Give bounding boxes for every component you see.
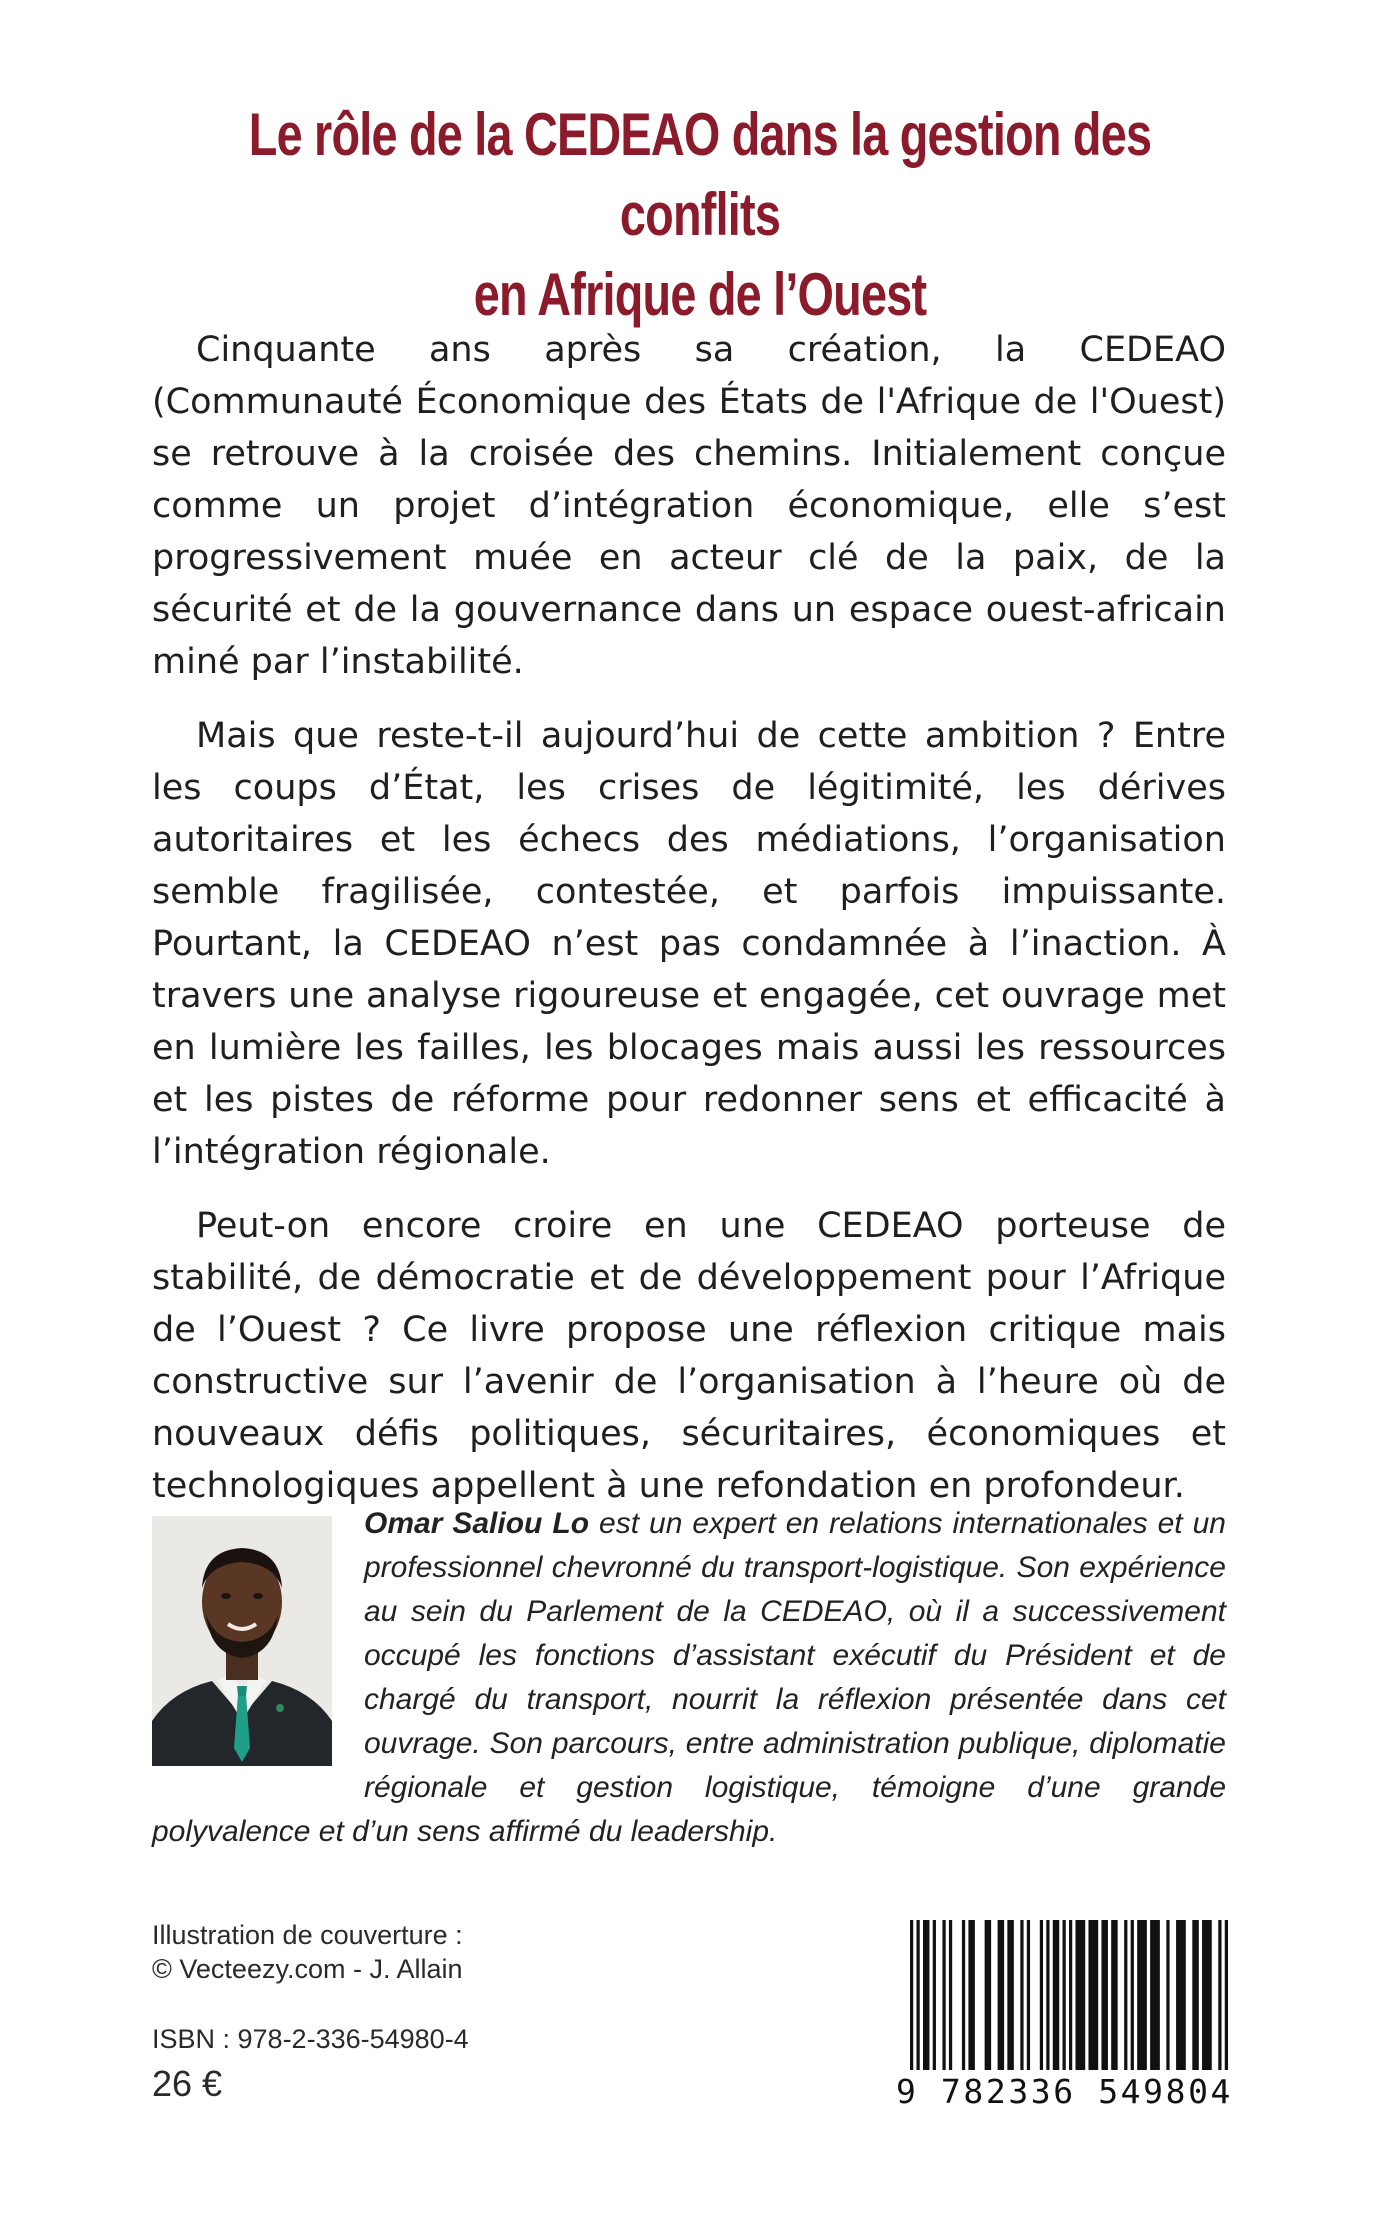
- barcode-bar: [916, 1920, 919, 2070]
- barcode-bar: [910, 1920, 913, 2070]
- barcode-bar: [1166, 1920, 1169, 2070]
- barcode-bar: [1046, 1920, 1049, 2070]
- barcode-bar: [1027, 1920, 1030, 2070]
- barcode-bar: [942, 1920, 945, 2070]
- barcode-bars: [896, 1920, 1232, 2070]
- price: 26 €: [152, 2063, 223, 2104]
- barcode-bar: [1218, 1920, 1221, 2070]
- book-title-line-1: Le rôle de la CEDEAO dans la gestion des conflits: [248, 101, 1152, 248]
- barcode-bar: [985, 1920, 991, 2070]
- barcode-bar: [968, 1920, 974, 2070]
- barcode-bar: [923, 1920, 929, 2070]
- barcode-bar: [1137, 1920, 1147, 2070]
- barcode-digits: 9 782336 549804: [896, 2072, 1234, 2111]
- book-title: [248, 95, 1153, 335]
- back-cover-summary: [152, 324, 1226, 1534]
- barcode-bar: [1020, 1920, 1023, 2070]
- author-portrait-icon: [152, 1516, 332, 1766]
- barcode-bar: [1225, 1920, 1228, 2070]
- barcode-bar: [1088, 1920, 1098, 2070]
- barcode-bar: [1131, 1920, 1134, 2070]
- barcode-bar: [1150, 1920, 1160, 2070]
- author-name: Omar Saliou Lo: [364, 1507, 590, 1540]
- barcode-bar: [1053, 1920, 1059, 2070]
- summary-paragraph-1: Cinquante ans après sa création, la CEDEAO (Communauté Économique des États de l'Afrique de l'Ouest) se retrouve à la croisée des chemins. Initialement conçue comme un projet d’intégration économique, elle s’est progressivement muée en acteur clé de la paix, de la sécurité et de la gouvernance dans un espace ouest-africain miné par l’instabilité.: [152, 330, 1226, 682]
- cover-credit-source: © Vecteezy.com - J. Allain: [152, 1954, 463, 1984]
- barcode-bar: [1040, 1920, 1043, 2070]
- barcode-bar: [1101, 1920, 1107, 2070]
- barcode-bar: [1007, 1920, 1013, 2070]
- summary-paragraph-3: Peut-on encore croire en une CEDEAO porteuse de stabilité, de démocratie et de développement pour l’Afrique de l’Ouest ? Ce livre propose une réflexion critique mais constructive sur l’avenir de l’organisation à l’heure où de nouveaux défis politiques, sécuritaires, économiques et technologiques appellent à une refondation en profondeur.: [152, 1206, 1226, 1506]
- barcode-bar: [933, 1920, 936, 2070]
- barcode-bar: [949, 1920, 952, 2070]
- barcode-bar: [1202, 1920, 1212, 2070]
- barcode-bar: [1176, 1920, 1186, 2070]
- book-title-line-2: en Afrique de l’Ouest: [473, 261, 927, 328]
- isbn: ISBN : 978-2-336-54980-4: [152, 2024, 469, 2054]
- barcode: [896, 1920, 1232, 2118]
- barcode-bar: [1075, 1920, 1085, 2070]
- summary-paragraph-2: Mais que reste-t-il aujourd’hui de cette ambition ? Entre les coups d’État, les crises de légitimité, les dérives autoritaires et les échecs des médiations, l’organisation semble fragilisée, contestée, et parfois impuissante. Pourtant, la CEDEAO n’est pas condamnée à l’inaction. À travers une analyse rigoureuse et engagée, cet ouvrage met en lumière les failles, les blocages mais aussi les ressources et les pistes de réforme pour redonner sens et efficacité à l’intégration régionale.: [152, 716, 1226, 1172]
- author-bio-text: est un expert en relations internationales et un professionnel chevronné du transport-logistique. Son expérience au sein du Parlement de la CEDEAO, où il a successivement occupé les fonctions d’assistant exécutif du Président et de chargé du transport, nourrit la réflexion présentée dans cet ouvrage. Son parcours, entre administration publique, diplomatie régionale et gestion logistique, témoigne d’une grande polyvalence et d’un sens affirmé du leadership.: [152, 1507, 1226, 1848]
- barcode-bar: [1069, 1920, 1072, 2070]
- barcode-bar: [1063, 1920, 1066, 2070]
- barcode-bar: [1111, 1920, 1117, 2070]
- barcode-bar: [1192, 1920, 1198, 2070]
- cover-credit-label: Illustration de couverture :: [152, 1920, 463, 1950]
- author-section: [152, 1502, 1226, 1854]
- barcode-bar: [998, 1920, 1004, 2070]
- publication-info: [152, 1918, 469, 2105]
- author-photo: [152, 1516, 332, 1766]
- barcode-bar: [962, 1920, 965, 2070]
- barcode-bar: [1124, 1920, 1127, 2070]
